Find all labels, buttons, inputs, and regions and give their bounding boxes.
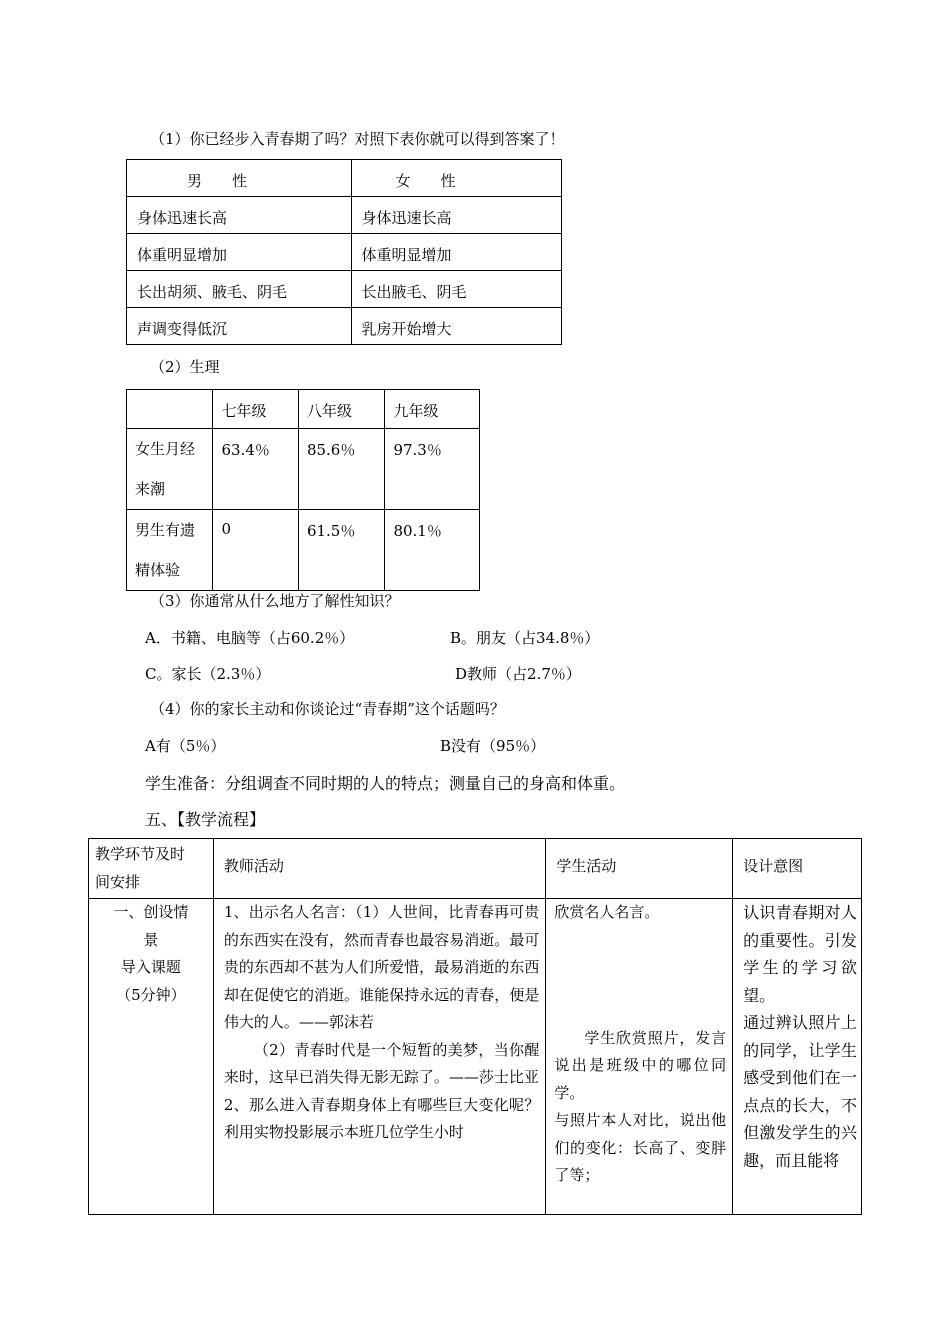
q1-prompt: （1）你已经步入青春期了吗？对照下表你就可以得到答案了！ (150, 130, 565, 148)
table-header-row (89, 839, 862, 899)
header-female: 女 性 (351, 160, 561, 197)
table-cell: 97.3％ (385, 429, 480, 510)
table-cell: 长出腋毛、阴毛 (351, 271, 561, 308)
q4-prompt: （4）你的家长主动和你谈论过“青春期”这个话题吗？ (150, 700, 505, 718)
table-cell: 乳房开始增大 (351, 308, 561, 345)
table-row (127, 308, 562, 345)
student-activity-cell (546, 899, 733, 1215)
table-cell: 身体迅速长高 (127, 197, 352, 234)
table-row (127, 510, 480, 591)
q3-option-c: C。家长（2.3％） (145, 665, 271, 683)
table-row (127, 271, 562, 308)
q2-prompt: （2）生理 (150, 358, 220, 376)
q3-option-b: B。朋友（占34.8％） (450, 629, 600, 647)
table-cell: 体重明显增加 (351, 234, 561, 271)
teacher-activity-cell (213, 899, 546, 1215)
table-header-row (127, 390, 480, 429)
stage-line: 一、创设情 (113, 903, 189, 921)
row-label-line: 男生有遗 (135, 521, 196, 539)
table-row (127, 197, 562, 234)
header-stage-line: 间安排 (95, 872, 141, 891)
row-label-line: 来潮 (135, 480, 166, 498)
section-title: 五、【教学流程】 (145, 810, 266, 829)
stage-line: 导入课题 (120, 958, 181, 976)
table-cell: 85.6％ (298, 429, 384, 510)
table-cell: 声调变得低沉 (127, 308, 352, 345)
header-intent (733, 839, 862, 899)
student-paragraph: 与照片本人对比，说出他们的变化：长高了、变胖了等； (554, 1111, 727, 1184)
q3-option-d: D教师（占2.7％） (455, 665, 581, 683)
stage-line: 景 (143, 930, 159, 949)
row-label-line: 精体验 (135, 561, 181, 579)
header-student-label: 学生活动 (556, 857, 617, 875)
q4-option-a: A有（5％） (145, 737, 226, 755)
table-cell: 63.4％ (213, 429, 298, 510)
header-empty (127, 390, 213, 429)
intent-paragraph: 通过辨认照片上的同学，让学生感受到他们在一点点的长大，不但激发学生的兴趣，而且能将 (743, 1013, 857, 1170)
student-prep: 学生准备：分组调查不同时期的人的特点；测量自己的身高和体重。 (145, 774, 626, 793)
table-row (127, 429, 480, 510)
row-label (127, 429, 213, 510)
table-row (127, 234, 562, 271)
teacher-paragraph: 2、那么进入青春期身体上有哪些巨大变化呢？利用实物投影展示本班几位学生小时 (223, 1095, 540, 1141)
header-teacher (213, 839, 546, 899)
row-label-line: 女生月经 (135, 440, 196, 458)
student-paragraph: 学生欣赏照片，发言说出是班级中的哪位同学。 (554, 1028, 727, 1102)
q3-option-a: A．书籍、电脑等（占60.2％） (145, 629, 355, 647)
design-intent-cell (733, 899, 862, 1215)
header-student (546, 839, 733, 899)
intent-paragraph: 认识青春期对人的重要性。引发学生的学习欲望。 (743, 903, 857, 1005)
table-cell: 长出胡须、腋毛、阴毛 (127, 271, 352, 308)
header-grade9: 九年级 (385, 390, 480, 429)
gender-changes-table (126, 159, 562, 345)
row-label (127, 510, 213, 591)
table-cell: 61.5％ (298, 510, 384, 591)
table-cell: 0 (213, 510, 298, 591)
header-male: 男 性 (127, 160, 352, 197)
q4-option-b: B没有（95％） (440, 737, 546, 755)
student-paragraph: 欣赏名人名言。 (554, 903, 660, 921)
header-teacher-label: 教师活动 (223, 857, 284, 875)
physiology-table (126, 389, 480, 591)
header-stage (89, 839, 214, 899)
stage-line: （5分钟） (116, 985, 186, 1004)
table-cell: 身体迅速长高 (351, 197, 561, 234)
header-grade7: 七年级 (213, 390, 298, 429)
header-grade8: 八年级 (298, 390, 384, 429)
teaching-flow-table (88, 838, 862, 1215)
header-intent-label: 设计意图 (743, 857, 804, 875)
teacher-paragraph: 1、出示名人名言：（1）人世间，比青春再可贵的东西实在没有，然而青春也最容易消逝。最可贵的东西却不甚为人们所爱惜，最易消逝的东西却在促使它的消逝。谁能保持永远的青春，便是伟大的人。——郭沫若 (223, 903, 540, 1031)
table-cell: 体重明显增加 (127, 234, 352, 271)
q3-prompt: （3）你通常从什么地方了解性知识？ (150, 592, 400, 610)
header-stage-line: 教学环节及时 (95, 845, 186, 863)
stage-cell (89, 899, 214, 1215)
table-cell: 80.1％ (385, 510, 480, 591)
table-header-row (127, 160, 562, 197)
teacher-paragraph: （2）青春时代是一个短暂的美梦，当你醒来时，这早已消失得无影无踪了。——莎士比亚 (223, 1040, 540, 1086)
table-row (89, 899, 862, 1215)
